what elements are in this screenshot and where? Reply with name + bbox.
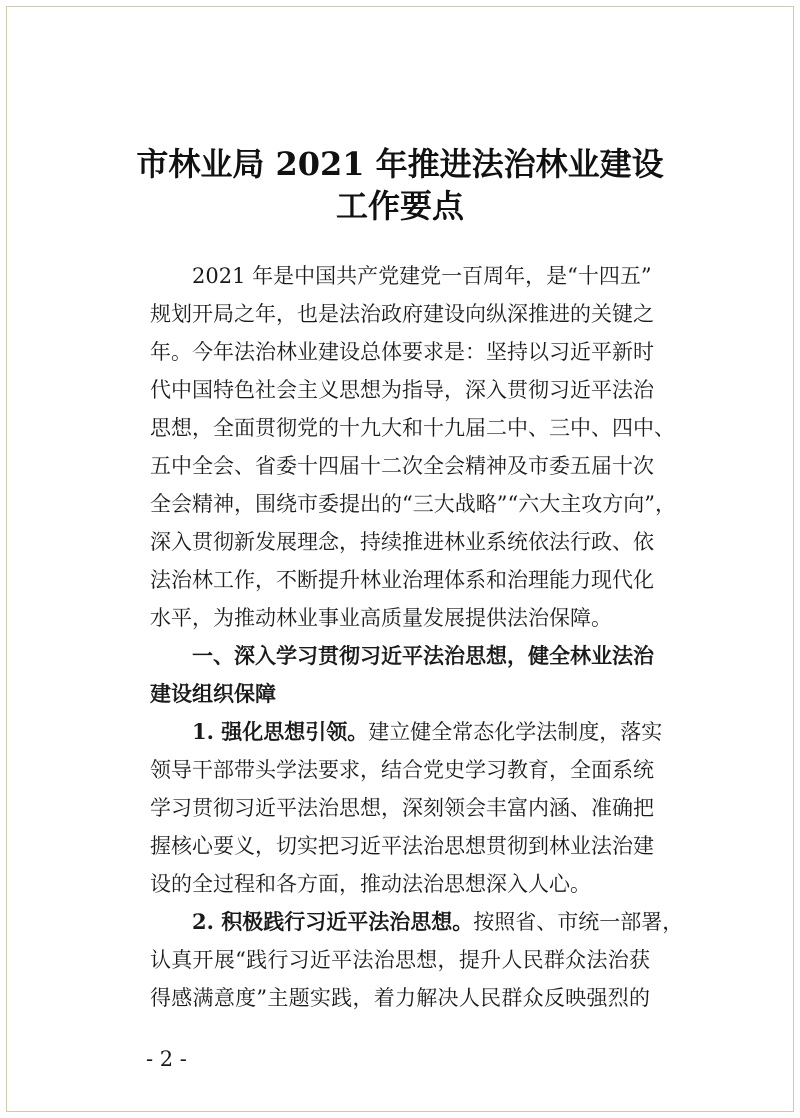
item-2-first-line <box>150 908 684 936</box>
item-1-line: 设的全过程和各方面，推动法治思想深入人心。 <box>150 872 591 896</box>
intro-line: 思想，全面贯彻党的十九大和十九届二中、三中、四中、 <box>150 416 675 440</box>
intro-line: 年。今年法治林业建设总体要求是：坚持以习近平新时 <box>150 340 654 364</box>
document-title-line-1: 市林业局 2021 年推进法治林业建设 <box>136 145 664 183</box>
intro-line: 代中国特色社会主义思想为指导，深入贯彻习近平法治 <box>150 378 654 402</box>
page-number: - 2 - <box>146 1047 187 1071</box>
intro-line: 2021 年是中国共产党建党一百周年，是“十四五” <box>192 264 652 288</box>
intro-line: 规划开局之年，也是法治政府建设向纵深推进的关键之 <box>150 302 654 326</box>
item-1-line: 领导干部带头学法要求，结合党史学习教育，全面系统 <box>150 758 654 782</box>
section-heading: 建设组织保障 <box>150 681 276 706</box>
section-heading: 一、深入学习贯彻习近平法治思想，健全林业法治 <box>192 643 654 668</box>
item-2-heading: 2. 积极践行习近平法治思想。 <box>192 909 474 934</box>
item-2-text: 按照省、市统一部署， <box>473 910 684 934</box>
item-1-text: 建立健全常态化学法制度，落实 <box>368 720 663 744</box>
item-1-line: 握核心要义，切实把习近平法治思想贯彻到林业法治建 <box>150 834 654 858</box>
intro-line: 法治林工作，不断提升林业治理体系和治理能力现代化 <box>150 568 654 592</box>
item-1-heading: 1. 强化思想引领。 <box>192 719 369 744</box>
intro-line: 水平，为推动林业事业高质量发展提供法治保障。 <box>150 606 612 630</box>
intro-line: 全会精神，围绕市委提出的“三大战略”“六大主攻方向”， <box>150 492 676 516</box>
item-2-line: 认真开展“践行习近平法治思想，提升人民群众法治获 <box>150 948 650 972</box>
intro-line: 五中全会、省委十四届十二次全会精神及市委五届十次 <box>150 454 654 478</box>
intro-line: 深入贯彻新发展理念，持续推进林业系统依法行政、依 <box>150 530 654 554</box>
item-2-line: 得感满意度”主题实践，着力解决人民群众反映强烈的 <box>150 986 650 1010</box>
item-1-line: 学习贯彻习近平法治思想，深刻领会丰富内涵、准确把 <box>150 796 654 820</box>
document-title-line-2: 工作要点 <box>335 187 464 225</box>
item-1-first-line <box>150 718 663 746</box>
